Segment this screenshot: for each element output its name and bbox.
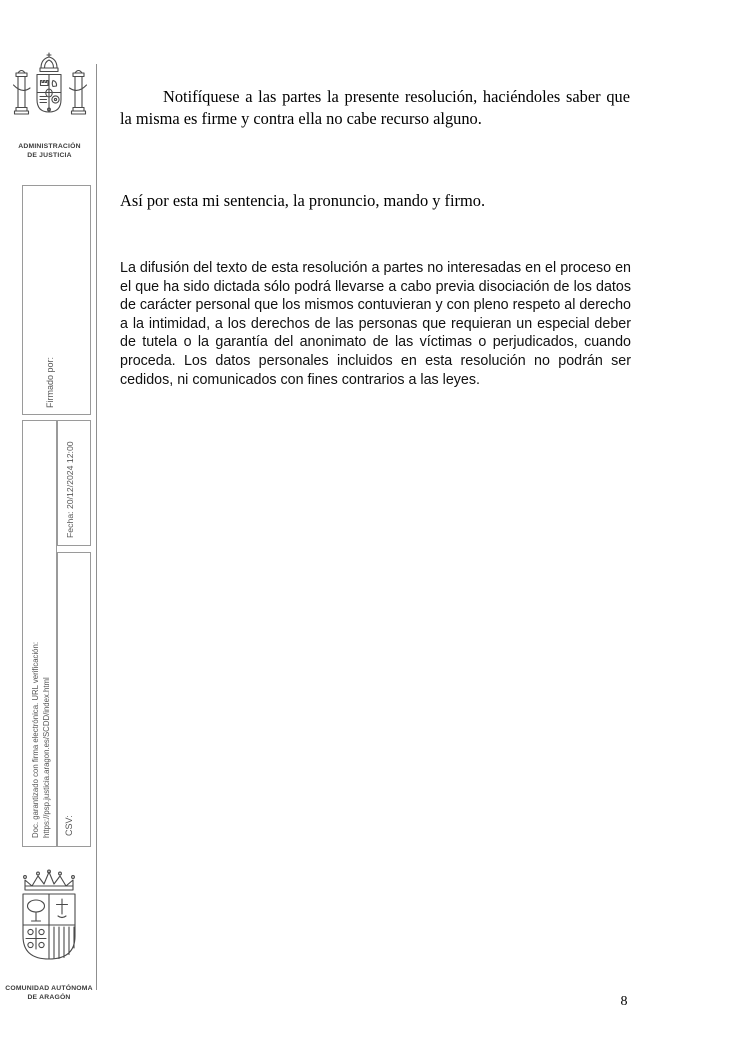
date-label: Fecha: 20/12/2024 12:00 — [65, 441, 75, 538]
csv-label: CSV: — [64, 815, 74, 836]
paragraph-notification: Notifíquese a las partes la presente resolución, haciéndoles saber que la misma es firme y contra ella no cabe recurso alguno. — [120, 87, 630, 128]
aragon-caption — [0, 984, 98, 1002]
csv-box — [57, 552, 91, 847]
signed-by-box — [22, 185, 91, 415]
page-number: 8 — [620, 994, 628, 1009]
doc-guarantee-line1: Doc. garantizado con firma electrónica. URL verificación: — [31, 641, 40, 838]
admin-justicia-line1: ADMINISTRACIÓN — [18, 143, 81, 150]
paragraph-privacy-notice: La difusión del texto de esta resolución a partes no interesadas en el proceso en el que ha sido dictada sólo podrá llevarse a cabo previa disociación de los datos de carácter personal que los mismos contuvieran y con pleno respeto al derecho a la intimidad, a los derechos de las personas que requieran un especial deber de tutela o la garantía del anonimato de las víctimas o perjudicados, cuando proceda. Los datos personales incluidos en esta resolución no podrán ser cedidos, ni comunicados con fines contrarios a las leyes. — [120, 260, 632, 388]
admin-justicia-caption — [2, 142, 97, 160]
paragraph-closing: Así por esta mi sentencia, la pronuncio, mando y firmo. — [120, 191, 486, 210]
sidebar-divider-line — [96, 64, 97, 990]
doc-guarantee-line2: https://psp.justicia.aragon.es/SCDD/index.html — [42, 677, 51, 838]
aragon-caption-line1: COMUNIDAD AUTÓNOMA — [5, 985, 93, 992]
doc-guarantee-label — [30, 642, 52, 838]
spain-coat-of-arms-icon — [11, 52, 89, 142]
aragon-caption-line2: DE ARAGÓN — [27, 994, 71, 1001]
aragon-coat-of-arms-icon — [9, 868, 89, 982]
signed-by-label: Firmado por: — [45, 356, 55, 408]
admin-justicia-line2: DE JUSTICIA — [27, 152, 72, 159]
